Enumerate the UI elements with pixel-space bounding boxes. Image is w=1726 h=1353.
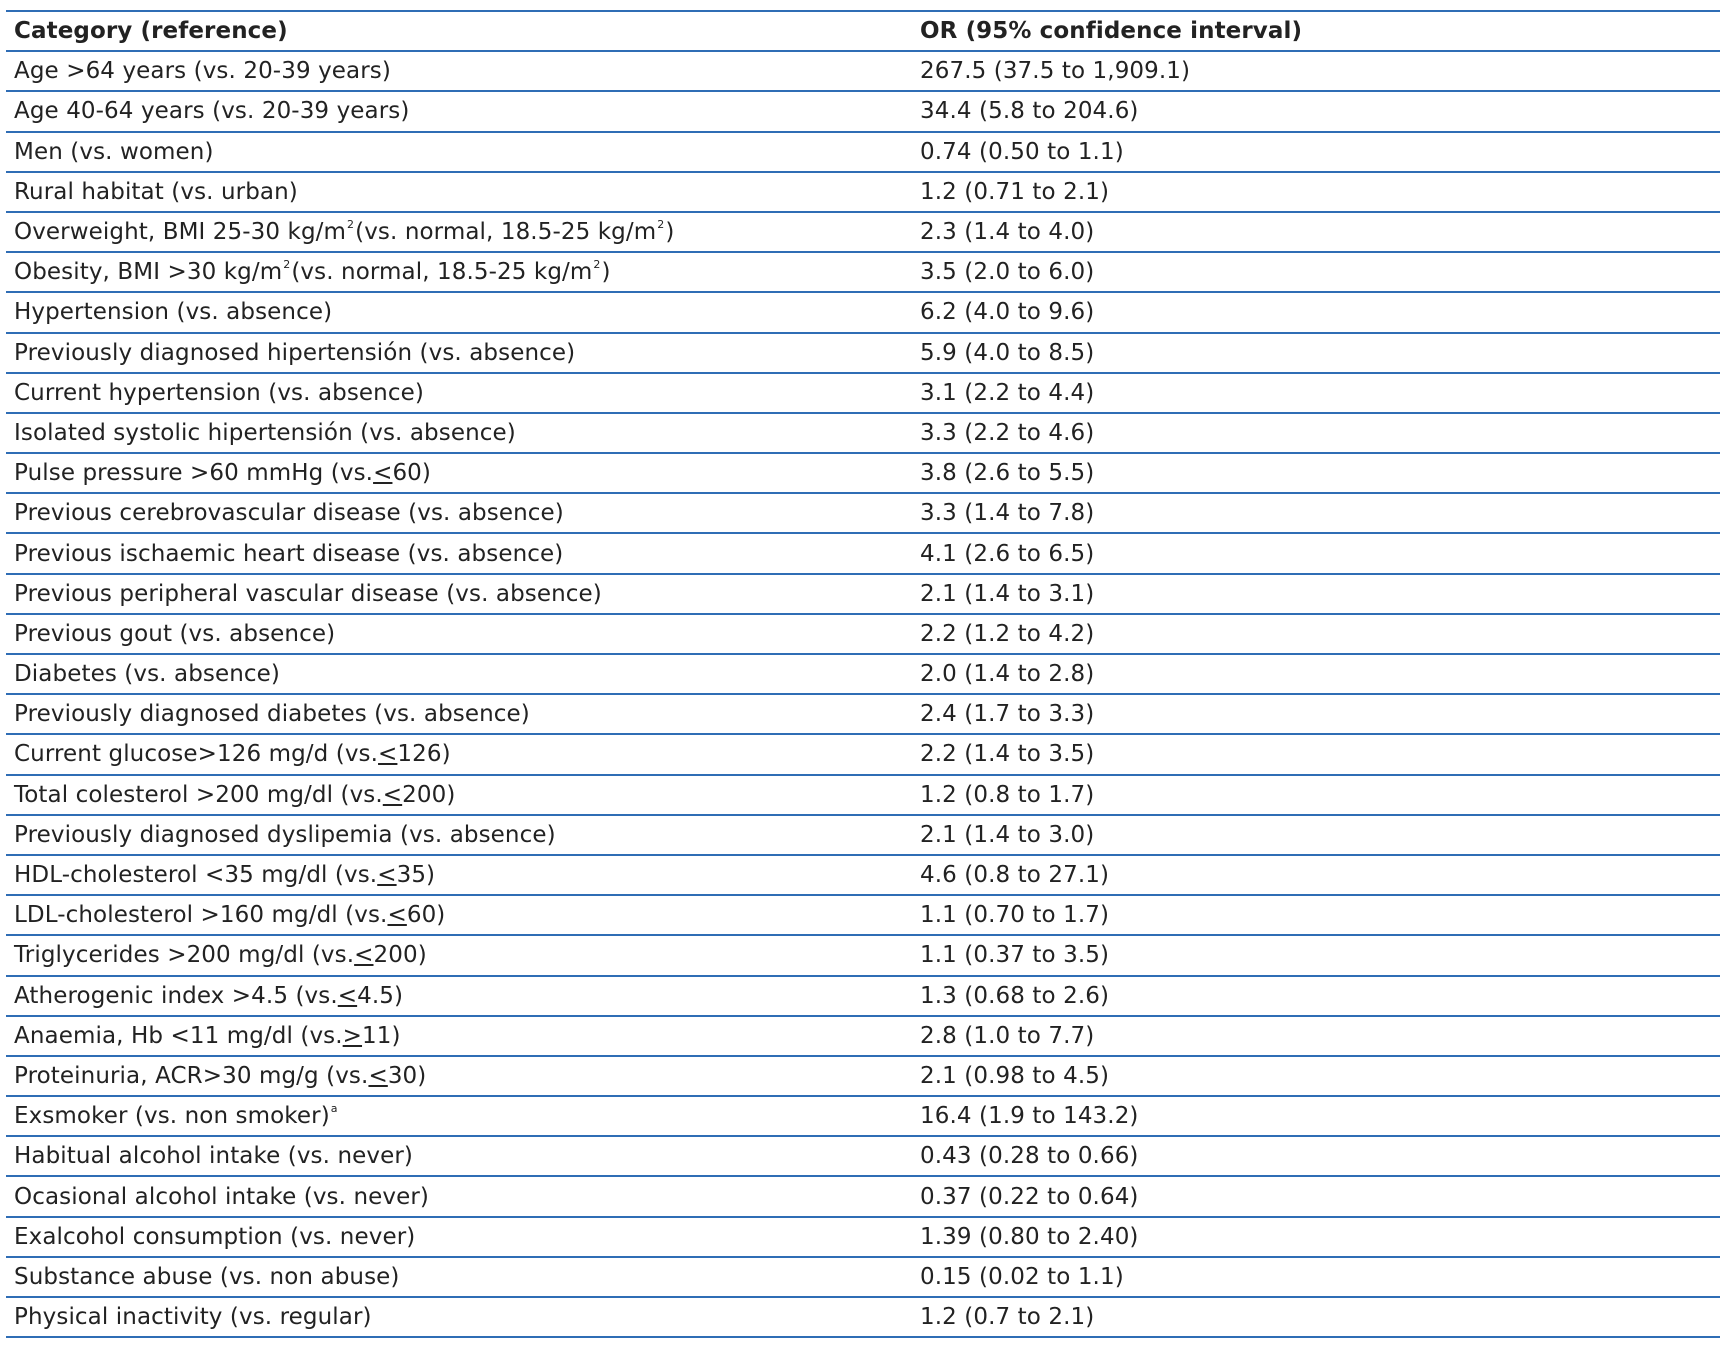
row-or: 3.3 (2.2 to 4.6) [920,419,1095,446]
row-or: 34.4 (5.8 to 204.6) [920,98,1139,125]
row-or: 16.4 (1.9 to 143.2) [920,1103,1139,1130]
comparison-symbol: < [377,862,397,889]
table-row [6,1258,1720,1298]
table-row [6,293,1720,333]
row-or: 3.3 (1.4 to 7.8) [920,500,1095,527]
row-category: Hypertension (vs. absence) [14,299,333,326]
table-row [6,735,1720,775]
row-category: Rural habitat (vs. urban) [14,178,298,205]
table-row [6,776,1720,816]
row-category: Previously diagnosed diabetes (vs. absence) [14,701,530,728]
category-text: 200) [402,781,456,808]
row-or: 1.2 (0.71 to 2.1) [920,178,1110,205]
table-row [6,1057,1720,1097]
row-category [14,896,445,934]
row-or: 0.15 (0.02 to 1.1) [920,1263,1124,1290]
table-row [6,977,1720,1017]
category-text: (vs. normal, 18.5-25 kg/m [355,219,657,246]
row-or: 1.2 (0.7 to 2.1) [920,1304,1095,1331]
category-text: Anaemia, Hb <11 mg/dl (vs. [14,1022,343,1049]
row-category: Previously diagnosed hipertensión (vs. absence) [14,339,576,366]
row-or: 2.1 (0.98 to 4.5) [920,1062,1110,1089]
category-text: 60) [406,902,446,929]
category-text: LDL-cholesterol >160 mg/dl (vs. [14,902,388,929]
category-text: Current glucose>126 mg/d (vs. [14,741,379,768]
category-text: 126) [397,741,451,768]
comparison-symbol: < [387,902,407,929]
row-category [14,1097,339,1135]
row-category: Men (vs. women) [14,138,214,165]
row-category: Previous ischaemic heart disease (vs. absence) [14,540,564,567]
row-category [14,776,455,814]
row-or: 2.2 (1.4 to 3.5) [920,741,1095,768]
row-or: 0.37 (0.22 to 0.64) [920,1183,1139,1210]
row-or: 2.2 (1.2 to 4.2) [920,620,1095,647]
table-row [6,213,1720,253]
row-or: 267.5 (37.5 to 1,909.1) [920,58,1191,85]
comparison-symbol: < [368,1062,388,1089]
row-category: Exalcohol consumption (vs. never) [14,1223,416,1250]
table-row [6,1017,1720,1057]
category-text: 60) [392,460,431,487]
table-row [6,414,1720,454]
row-or: 0.74 (0.50 to 1.1) [920,138,1124,165]
row-or: 6.2 (4.0 to 9.6) [920,299,1095,326]
table-row [6,1298,1720,1338]
category-text: Total colesterol >200 mg/dl (vs. [14,781,383,808]
category-text: Proteinuria, ACR>30 mg/g (vs. [14,1062,369,1089]
row-category [14,936,427,974]
row-or: 4.1 (2.6 to 6.5) [920,540,1095,567]
row-or: 2.0 (1.4 to 2.8) [920,661,1095,688]
row-category [14,735,451,773]
row-category: Age 40-64 years (vs. 20-39 years) [14,98,410,125]
table-row [6,1097,1720,1137]
category-text: 200) [373,942,427,969]
row-category: Isolated systolic hipertensión (vs. absence) [14,419,516,446]
table-row [6,253,1720,293]
row-or: 1.1 (0.70 to 1.7) [920,902,1110,929]
row-category: Previous gout (vs. absence) [14,620,336,647]
comparison-symbol: < [354,942,374,969]
comparison-symbol: < [373,460,393,487]
row-or: 2.4 (1.7 to 3.3) [920,701,1095,728]
row-or: 1.39 (0.80 to 2.40) [920,1223,1139,1250]
table-row [6,695,1720,735]
category-text: 11) [362,1022,401,1049]
row-or: 1.3 (0.68 to 2.6) [920,982,1110,1009]
header-or: OR (95% confidence interval) [920,18,1303,45]
comparison-symbol: > [342,1022,363,1049]
row-category: Current hypertension (vs. absence) [14,379,424,406]
row-or: 0.43 (0.28 to 0.66) [920,1143,1139,1170]
table-row [6,1137,1720,1177]
row-category: Diabetes (vs. absence) [14,661,280,688]
row-or: 2.8 (1.0 to 7.7) [920,1022,1095,1049]
table-row [6,856,1720,896]
category-text: 30) [387,1062,427,1089]
row-category: Physical inactivity (vs. regular) [14,1304,372,1331]
table-row [6,655,1720,695]
table-row [6,133,1720,173]
row-category: Previous peripheral vascular disease (vs. absence) [14,580,602,607]
row-or: 3.1 (2.2 to 4.4) [920,379,1095,406]
table-row [6,52,1720,92]
table-row [6,816,1720,856]
category-text: ) [665,219,675,246]
table-row [6,615,1720,655]
table-row [6,334,1720,374]
comparison-symbol: < [378,741,398,768]
superscript: 2 [347,217,355,231]
row-category [14,253,611,291]
odds-ratio-table [6,10,1720,1338]
category-text: Exsmoker (vs. non smoker) [14,1103,330,1130]
header-category: Category (reference) [14,18,288,45]
row-or: 2.1 (1.4 to 3.1) [920,580,1095,607]
superscript: 2 [593,257,601,271]
row-category: Previously diagnosed dyslipemia (vs. absence) [14,821,556,848]
table-row [6,173,1720,213]
category-text: ) [601,259,611,286]
table-row [6,1177,1720,1217]
row-category: Substance abuse (vs. non abuse) [14,1263,400,1290]
table-row [6,494,1720,534]
table-row [6,534,1720,574]
row-or: 1.1 (0.37 to 3.5) [920,942,1110,969]
category-text: 4.5) [357,982,404,1009]
row-category [14,454,431,492]
row-or: 4.6 (0.8 to 27.1) [920,862,1110,889]
row-or: 2.1 (1.4 to 3.0) [920,821,1095,848]
category-text: HDL-cholesterol <35 mg/dl (vs. [14,862,378,889]
category-text: Obesity, BMI >30 kg/m [14,259,283,286]
row-category [14,213,674,251]
category-text: Overweight, BMI 25-30 kg/m [14,219,347,246]
category-text: (vs. normal, 18.5-25 kg/m [291,259,593,286]
row-category: Habitual alcohol intake (vs. never) [14,1143,413,1170]
row-category [14,1017,401,1055]
row-category: Age >64 years (vs. 20-39 years) [14,58,391,85]
row-or: 3.5 (2.0 to 6.0) [920,259,1095,286]
category-text: Atherogenic index >4.5 (vs. [14,982,338,1009]
row-or: 2.3 (1.4 to 4.0) [920,219,1095,246]
superscript: 2 [657,217,665,231]
table-row [6,92,1720,132]
row-or: 1.2 (0.8 to 1.7) [920,781,1095,808]
category-text: Triglycerides >200 mg/dl (vs. [14,942,355,969]
row-category [14,977,403,1015]
category-text: 35) [396,862,436,889]
category-text: Pulse pressure >60 mmHg (vs. [14,460,374,487]
superscript: 2 [283,257,291,271]
comparison-symbol: < [382,781,403,808]
table-row [6,575,1720,615]
row-category [14,856,435,894]
table-row [6,454,1720,494]
row-or: 5.9 (4.0 to 8.5) [920,339,1095,366]
table-row [6,896,1720,936]
footnote-marker: a [330,1101,338,1115]
row-category: Previous cerebrovascular disease (vs. absence) [14,500,564,527]
comparison-symbol: < [337,982,358,1009]
row-category: Ocasional alcohol intake (vs. never) [14,1183,429,1210]
table-row [6,374,1720,414]
table-row [6,1218,1720,1258]
table-row [6,936,1720,976]
row-or: 3.8 (2.6 to 5.5) [920,460,1095,487]
row-category [14,1057,426,1095]
table-header-row [6,12,1720,52]
